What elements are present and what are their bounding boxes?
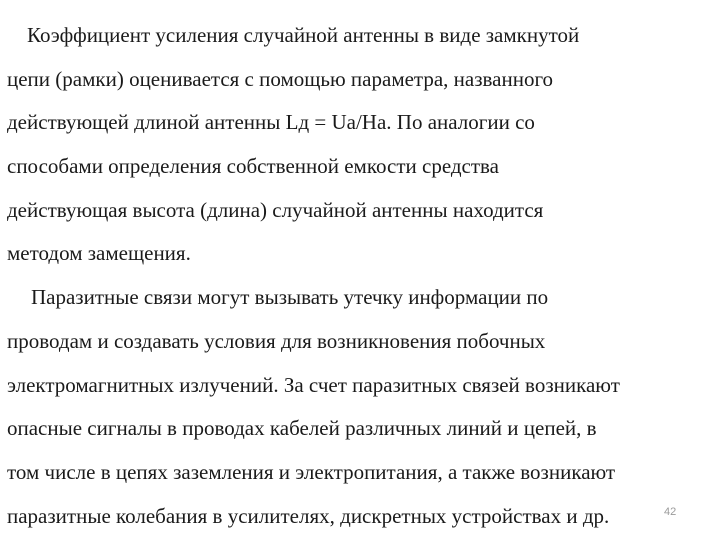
paragraph-2-line-6: паразитные колебания в усилителях, дискретных устройствах и др. xyxy=(7,503,610,528)
paragraph-2-line-2: проводам и создавать условия для возникновения побочных xyxy=(7,328,546,353)
paragraph-2-line-5: том числе в цепях заземления и электропитания, а также возникают xyxy=(7,459,616,484)
paragraph-2-line-3: электромагнитных излучений. За счет паразитных связей возникают xyxy=(7,372,620,397)
slide-body-text xyxy=(7,14,715,538)
paragraph-1-line-3: действующей длиной антенны Lд = Uа/Hа. По аналогии со xyxy=(7,110,535,135)
paragraph-1-line-6: методом замещения. xyxy=(7,241,191,266)
paragraph-1-line-4: способами определения собственной емкости средства xyxy=(7,154,500,179)
paragraph-2-line-4: опасные сигналы в проводах кабелей различных линий и цепей, в xyxy=(7,416,597,441)
paragraph-1-line-1: Коэффициент усиления случайной антенны в виде замкнутой xyxy=(27,23,580,47)
paragraph-1-line-5: действующая высота (длина) случайной антенны находится xyxy=(7,197,544,222)
page-number: 42 xyxy=(664,506,677,518)
paragraph-1-line-2: цепи (рамки) оценивается с помощью параметра, названного xyxy=(7,66,554,91)
paragraph-2-line-1: Паразитные связи могут вызывать утечку информации по xyxy=(31,285,549,310)
